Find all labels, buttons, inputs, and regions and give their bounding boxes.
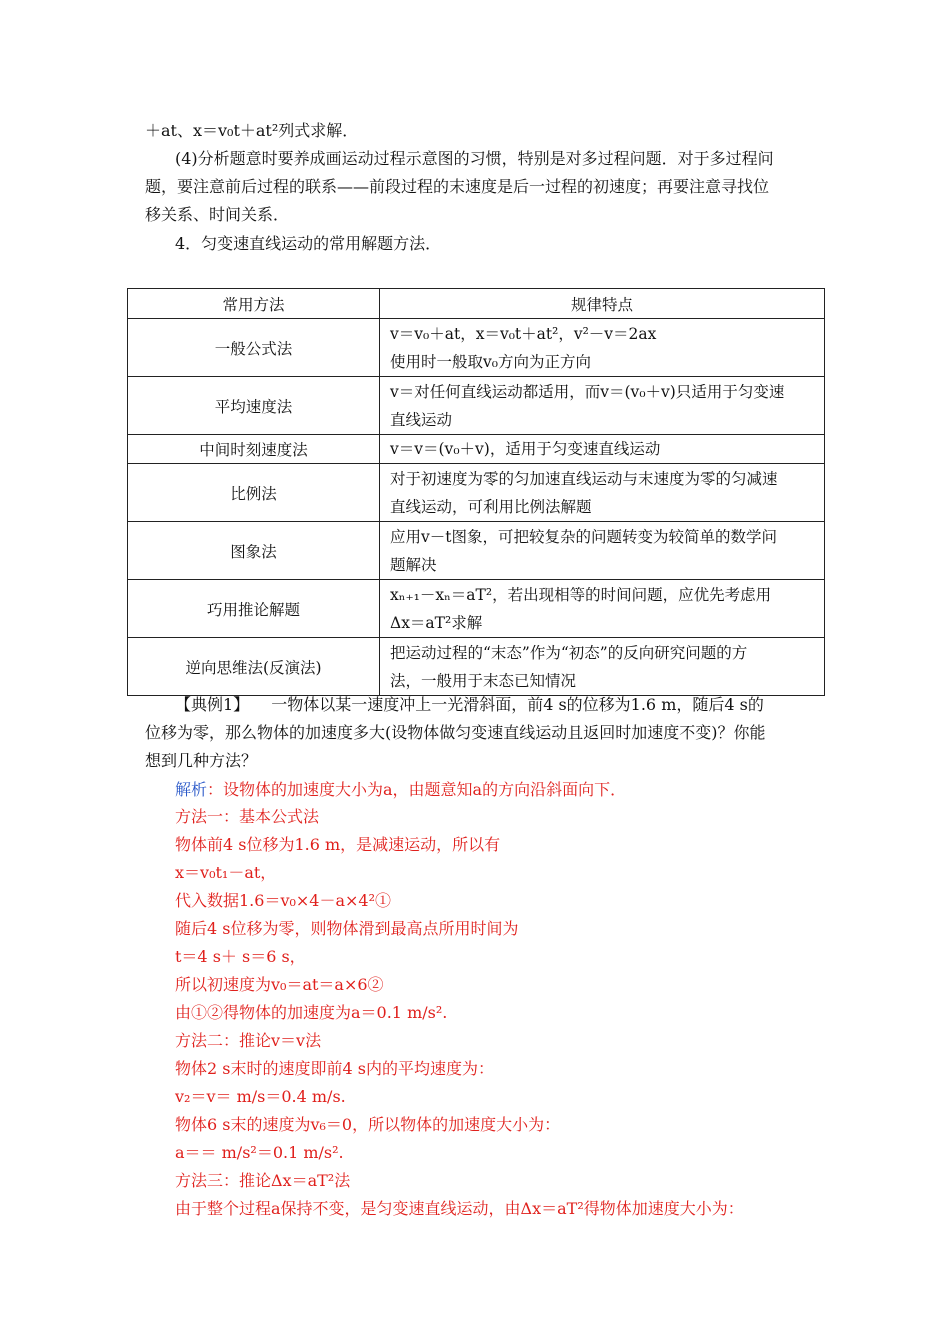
example-line: 想到几种方法？ (145, 751, 258, 770)
feature-line: 对于初速度为零的匀加速直线运动与末速度为零的匀减速 (390, 469, 778, 488)
table-row (128, 580, 825, 638)
table-header-row (128, 289, 825, 319)
solution-line: 所以初速度为v₀＝at＝a×6② (175, 975, 384, 994)
solution-line: a＝＝ m/s²＝0.1 m/s². (175, 1143, 344, 1162)
method-features (380, 580, 825, 638)
section-heading: 4．匀变速直线运动的常用解题方法． (175, 234, 442, 253)
solution-label: 解析 (175, 780, 208, 799)
table-row (128, 319, 825, 377)
method-name: 逆向思维法(反演法) (128, 638, 380, 696)
example-label: 【典例1】 (175, 695, 250, 714)
table-row (128, 377, 825, 435)
example-line (175, 691, 764, 719)
solution-line: t＝4 s＋ s＝6 s， (175, 947, 306, 966)
table-row (128, 435, 825, 464)
feature-line: 题解决 (390, 555, 437, 574)
method-name: 巧用推论解题 (128, 580, 380, 638)
feature-line: v＝对任何直线运动都适用，而v＝(v₀＋v)只适用于匀变速 (390, 382, 785, 401)
table-row (128, 638, 825, 696)
method-name: 比例法 (128, 464, 380, 522)
solution-line: 随后4 s位移为零，则物体滑到最高点所用时间为 (175, 919, 519, 938)
method-features (380, 464, 825, 522)
method-features (380, 319, 825, 377)
method-name: 中间时刻速度法 (128, 435, 380, 464)
solution-line: 由于整个过程a保持不变，是匀变速直线运动，由Δx＝aT²得物体加速度大小为： (175, 1199, 744, 1218)
solution-line: 物体前4 s位移为1.6 m，是减速运动，所以有 (175, 835, 501, 854)
method-features (380, 522, 825, 580)
table-row (128, 464, 825, 522)
feature-line: 把运动过程的“末态”作为“初态”的反向研究问题的方 (390, 643, 748, 662)
solution-line: 由①②得物体的加速度为a＝0.1 m/s². (175, 1003, 448, 1022)
method-features (380, 377, 825, 435)
feature-line: 应用v－t图象，可把较复杂的问题转变为较简单的数学问 (390, 527, 777, 546)
feature-line: 使用时一般取v₀方向为正方向 (390, 352, 591, 371)
feature-line: 法，一般用于末态已知情况 (390, 671, 577, 690)
solution-intro (175, 776, 626, 804)
method-name: 一般公式法 (128, 319, 380, 377)
item4-line: 移关系、时间关系． (145, 205, 290, 224)
item4-line: 题，要注意前后过程的联系——前段过程的末速度是后一过程的初速度；再要注意寻找位 (145, 177, 770, 196)
example-line: 位移为零，那么物体的加速度多大(设物体做匀变速直线运动且返回时加速度不变)？你能 (145, 723, 766, 742)
solution-line: v₂＝v＝ m/s＝0.4 m/s. (175, 1087, 346, 1106)
feature-line: v＝v＝(v₀＋v)，适用于匀变速直线运动 (390, 440, 661, 458)
methods-table (127, 288, 825, 696)
method-features (380, 638, 825, 696)
method-name: 图象法 (128, 522, 380, 580)
solution-line: 方法一：基本公式法 (175, 807, 320, 826)
method-features (380, 435, 825, 464)
intro-line: ＋at、x＝v₀t＋at²列式求解． (145, 121, 359, 140)
solution-line: 物体6 s末的速度为v₆＝0，所以物体的加速度大小为： (175, 1115, 561, 1134)
feature-line: Δx＝aT²求解 (390, 613, 483, 632)
table-row (128, 522, 825, 580)
solution-line: 物体2 s末时的速度即前4 s内的平均速度为： (175, 1059, 494, 1078)
method-name: 平均速度法 (128, 377, 380, 435)
feature-line: v＝v₀＋at，x＝v₀t＋at²，v²－v＝2ax (390, 324, 657, 343)
example-text: 一物体以某一速度冲上一光滑斜面，前4 s的位移为1.6 m，随后4 s的 (271, 695, 764, 714)
solution-line: 代入数据1.6＝v₀×4－a×4²① (175, 891, 392, 910)
solution-intro-text: ：设物体的加速度大小为a，由题意知a的方向沿斜面向下． (207, 780, 627, 799)
table-header-method: 常用方法 (128, 289, 380, 319)
feature-line: 直线运动，可利用比例法解题 (390, 497, 592, 516)
table-header-features: 规律特点 (380, 289, 825, 319)
item4-line: (4)分析题意时要养成画运动过程示意图的习惯，特别是对多过程问题．对于多过程问 (175, 149, 774, 168)
solution-line: 方法二：推论v＝v法 (175, 1031, 322, 1050)
feature-line: xₙ₊₁－xₙ＝aT²，若出现相等的时间问题，应优先考虑用 (390, 585, 772, 604)
solution-line: x＝v₀t₁－at， (175, 863, 277, 882)
solution-line: 方法三：推论Δx＝aT²法 (175, 1171, 351, 1190)
feature-line: 直线运动 (390, 410, 453, 429)
